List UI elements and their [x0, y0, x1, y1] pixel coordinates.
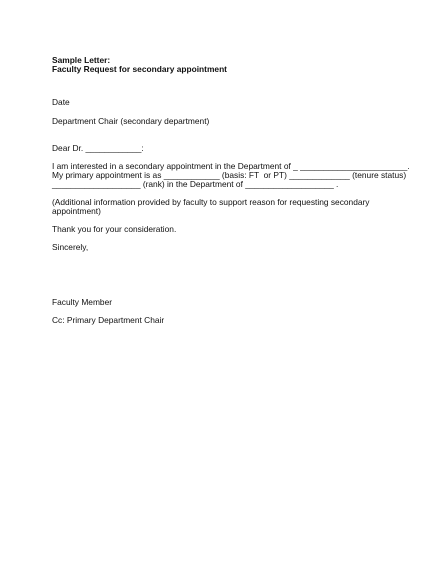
closing-line: Sincerely,	[52, 242, 89, 252]
recipient-line: Department Chair (secondary department)	[52, 116, 210, 126]
additional-info-line-2: appointment)	[52, 206, 101, 216]
body-line-1: I am interested in a secondary appointment in the Department of _ _______________________.	[52, 161, 410, 171]
body-line-2: My primary appointment is as ____________ (basis: FT or PT) _____________ (tenure status)	[52, 170, 407, 180]
thanks-line: Thank you for your consideration.	[52, 224, 177, 234]
letter-heading: Sample Letter:	[52, 55, 111, 65]
signature-line: Faculty Member	[52, 297, 113, 307]
letter-subheading: Faculty Request for secondary appointment	[52, 64, 227, 74]
additional-info-line-1: (Additional information provided by faculty to support reason for requesting secondary	[52, 197, 370, 207]
salutation: Dear Dr. ____________:	[52, 143, 144, 153]
cc-line: Cc: Primary Department Chair	[52, 315, 165, 325]
body-line-3: ___________________ (rank) in the Department of ___________________ .	[52, 179, 339, 189]
date-label: Date	[52, 97, 70, 107]
